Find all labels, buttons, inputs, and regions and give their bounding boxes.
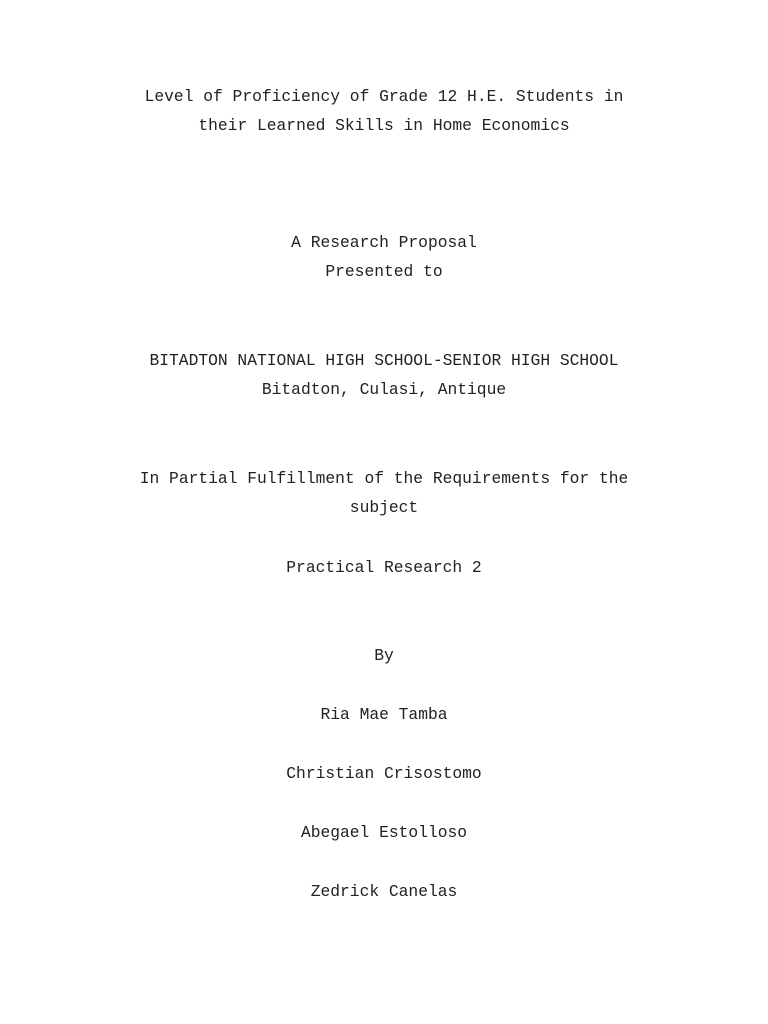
school-address: Bitadton, Culasi, Antique — [261, 380, 507, 399]
author-name: Abegael Estolloso — [300, 823, 468, 842]
by-label: By — [374, 646, 394, 665]
title-line-1: Level of Proficiency of Grade 12 H.E. Students in — [144, 87, 624, 106]
subject-name: Practical Research 2 — [286, 558, 482, 577]
fulfillment-line-2: subject — [349, 498, 419, 517]
fulfillment-line-1: In Partial Fulfillment of the Requirements for the — [139, 469, 629, 488]
school-name: BITADTON NATIONAL HIGH SCHOOL-SENIOR HIGH SCHOOL — [149, 351, 619, 370]
author-name: Ria Mae Tamba — [320, 705, 448, 724]
author-name: Christian Crisostomo — [286, 764, 482, 783]
proposal-line-2: Presented to — [325, 262, 443, 281]
title-line-2: their Learned Skills in Home Economics — [198, 116, 570, 135]
proposal-line-1: A Research Proposal — [291, 233, 477, 252]
author-name: Zedrick Canelas — [310, 882, 458, 901]
